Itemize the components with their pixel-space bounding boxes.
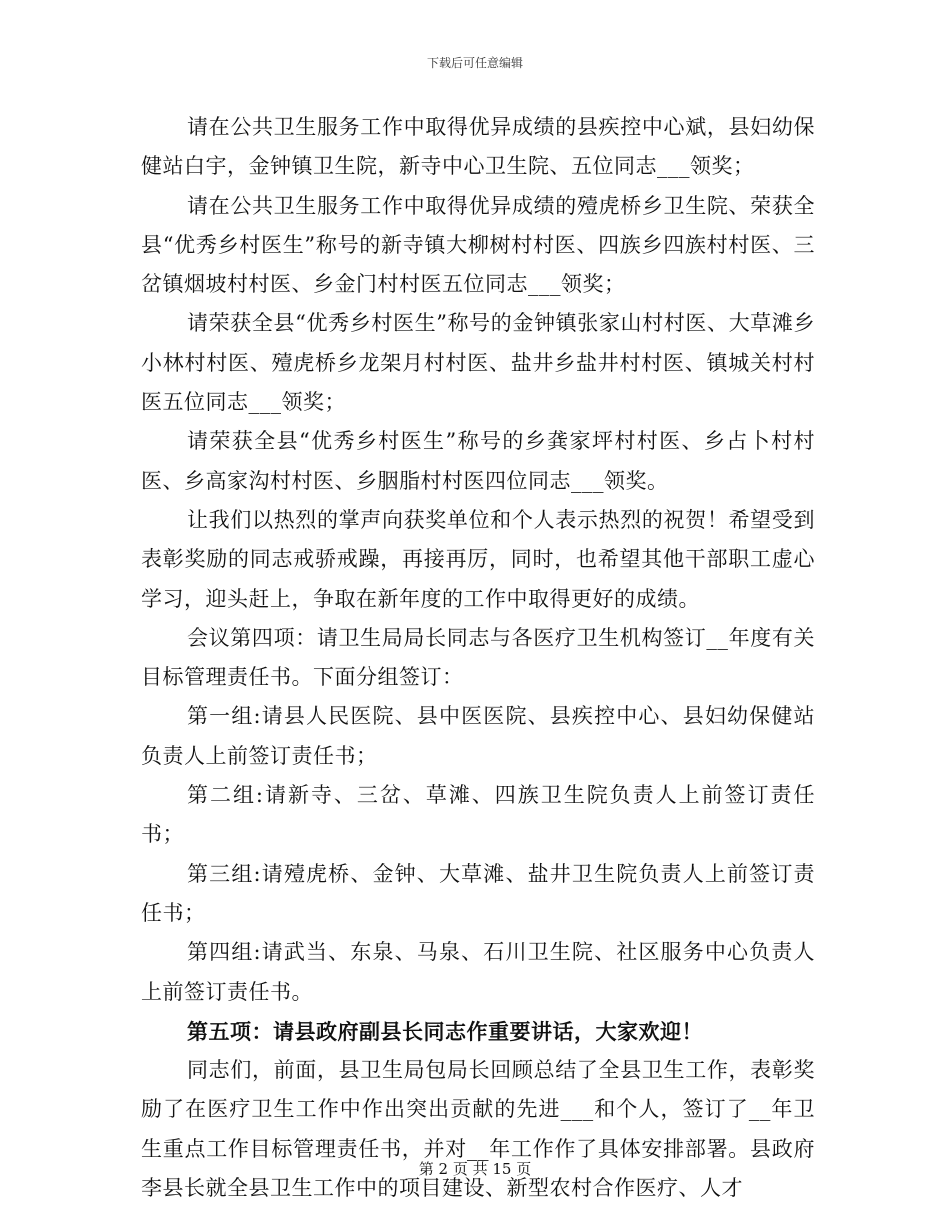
page-header: 下载后可任意编辑 [426,56,523,70]
paragraph-award-3: 请荣获全县“优秀乡村医生”称号的金钟镇张家山村村医、大草滩乡小林村村医、殪虎桥乡龙架月村村医、盐井乡盐井村村医、镇城关村村医五位同志___领奖； [141,311,815,415]
paragraph-speech: 同志们，前面，县卫生局包局长回顾总结了全县卫生工作，表彰奖励了在医疗卫生工作中作出突出贡献的先进___和个人，签订了__年卫生重点工作目标管理责任书，并对__年工作作了具体安排部署。县政府李县长就全县卫生工作中的项目建设、新型农村合作医疗、人才 [141,1058,815,1201]
paragraph-award-4: 请荣获全县“优秀乡村医生”称号的乡龚家坪村村医、乡占卜村村医、乡高家沟村村医、乡胭脂村村医四位同志___领奖。 [141,429,815,493]
paragraph-award-2: 请在公共卫生服务工作中取得优异成绩的殪虎桥乡卫生院、荣获全县“优秀乡村医生”称号的新寺镇大柳树村村医、四族乡四族村村医、三岔镇烟坡村村医、乡金门村村医五位同志___领奖； [141,193,815,297]
page-footer: 第 2 页 共 15 页 [418,1160,532,1178]
paragraph-group-2: 第二组:请新寺、三岔、草滩、四族卫生院负责人上前签订责任书； [141,783,815,847]
paragraph-group-3: 第三组:请殪虎桥、金钟、大草滩、盐井卫生院负责人上前签订责任书； [141,861,815,925]
paragraph-group-1: 第一组:请县人民医院、县中医医院、县疾控中心、县妇幼保健站负责人上前签订责任书； [141,704,815,768]
paragraph-award-1: 请在公共卫生服务工作中取得优异成绩的县疾控中心斌，县妇幼保健站白宇，金钟镇卫生院，新寺中心卫生院、五位同志___领奖； [141,115,815,179]
paragraph-agenda-item-4: 会议第四项：请卫生局局长同志与各医疗卫生机构签订__年度有关目标管理责任书。下面分组签订： [141,625,815,690]
paragraph-agenda-item-5: 第五项：请县政府副县长同志作重要讲话，大家欢迎！ [187,1018,703,1044]
paragraph-group-4: 第四组:请武当、东泉、马泉、石川卫生院、社区服务中心负责人上前签订责任书。 [141,940,815,1004]
document-body [141,108,815,1208]
paragraph-congratulations: 让我们以热烈的掌声向获奖单位和个人表示热烈的祝贺！希望受到表彰奖励的同志戒骄戒躁，再接再厉，同时，也希望其他干部职工虚心学习，迎头赶上，争取在新年度的工作中取得更好的成绩。 [141,507,815,611]
